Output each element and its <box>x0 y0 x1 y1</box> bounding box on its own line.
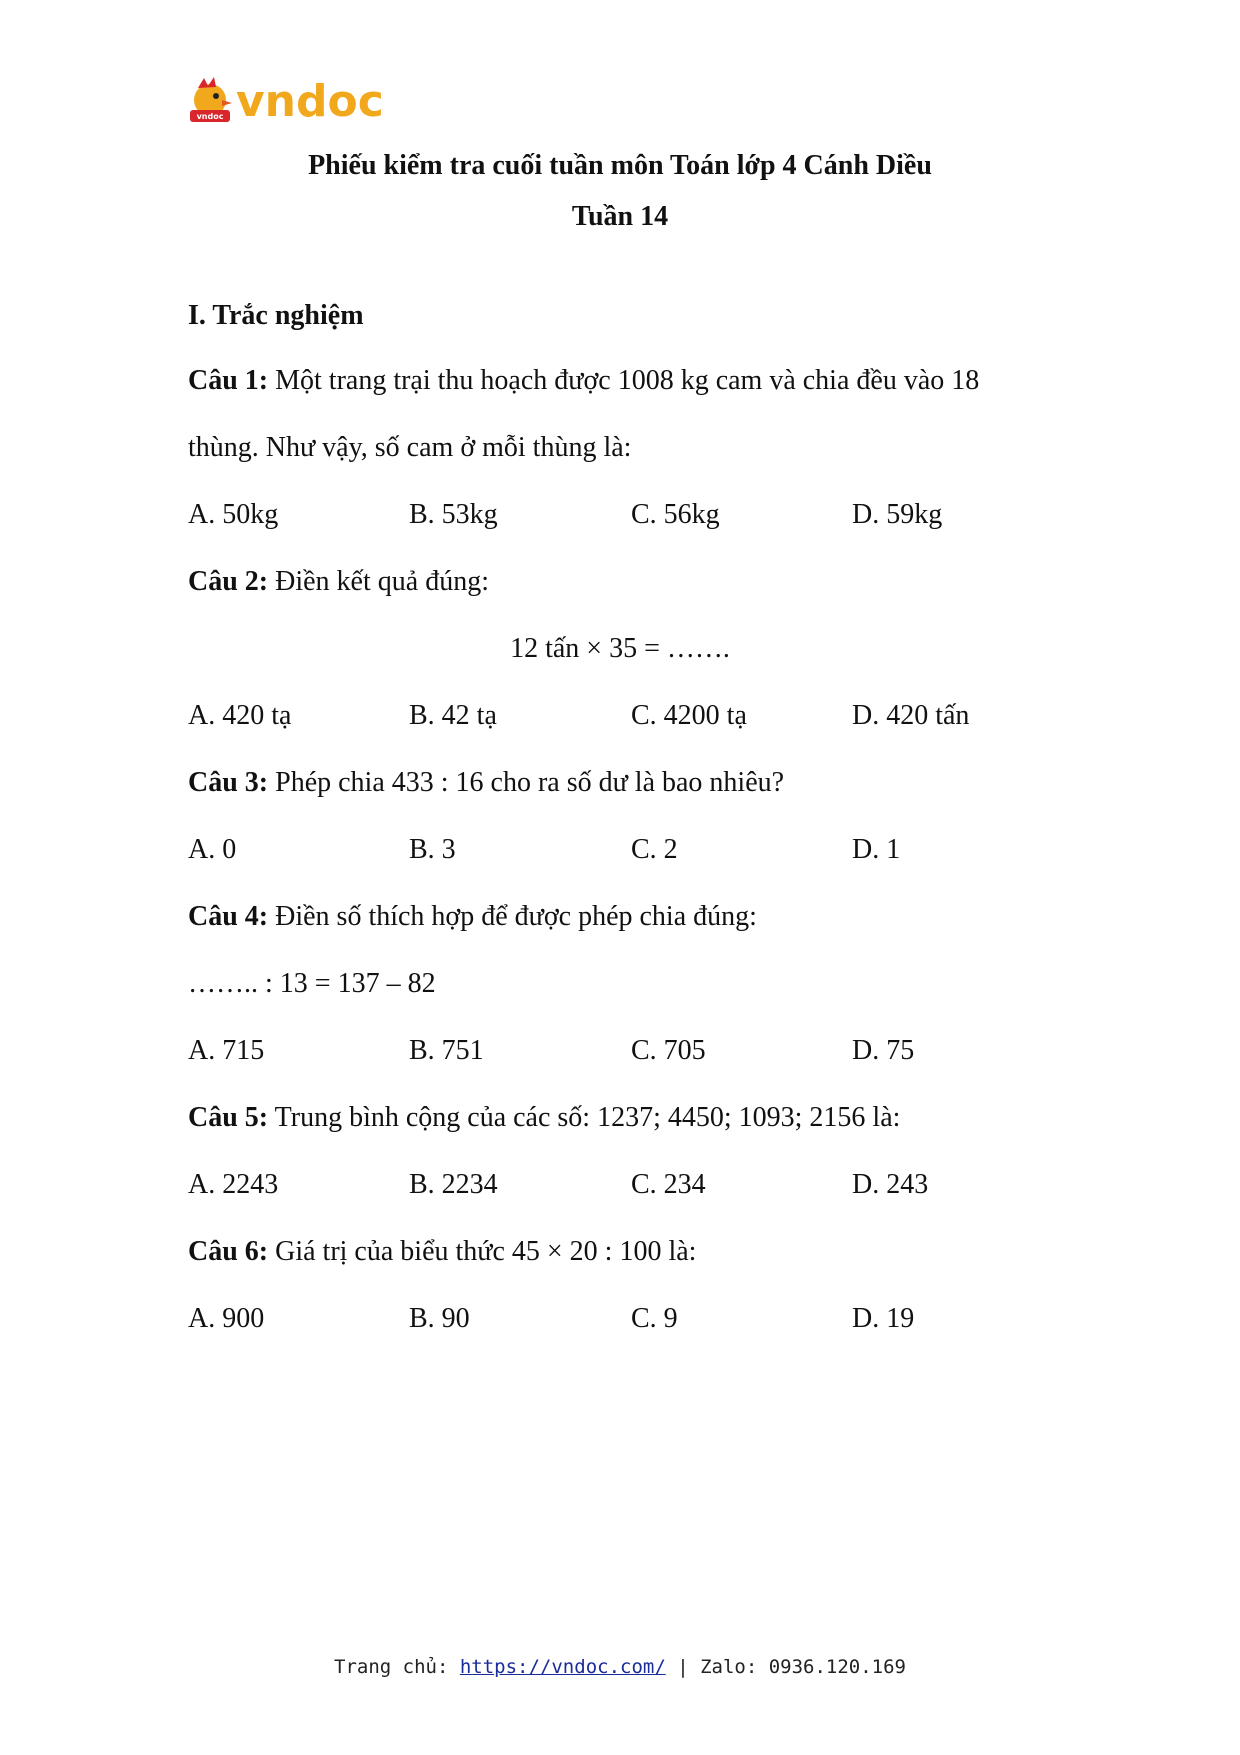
option-b[interactable]: B. 3 <box>409 834 456 865</box>
question-label: Câu 5: <box>188 1102 269 1133</box>
question-text: Phép chia 433 : 16 cho ra số dư là bao nhiêu? <box>268 767 785 798</box>
question-4-options <box>188 1035 1088 1071</box>
question-4-expression: …….. : 13 = 137 – 82 <box>188 968 436 999</box>
question-4 <box>188 901 757 933</box>
option-a[interactable]: A. 420 tạ <box>188 700 292 731</box>
question-3-options <box>188 834 1088 870</box>
question-5 <box>188 1102 900 1134</box>
option-d[interactable]: D. 420 tấn <box>852 700 970 731</box>
question-label: Câu 4: <box>188 901 269 932</box>
vndoc-logo <box>188 74 408 130</box>
option-b[interactable]: B. 751 <box>409 1035 484 1066</box>
option-c[interactable]: C. 234 <box>631 1169 706 1200</box>
question-text: Trung bình cộng của các số: 1237; 4450; 1093; 2156 là: <box>268 1102 901 1133</box>
question-2 <box>188 566 489 598</box>
question-6-options <box>188 1303 1088 1339</box>
option-b[interactable]: B. 2234 <box>409 1169 498 1200</box>
question-text: Điền kết quả đúng: <box>268 566 489 597</box>
option-a[interactable]: A. 2243 <box>188 1169 279 1200</box>
question-6 <box>188 1236 696 1268</box>
option-d[interactable]: D. 59kg <box>852 499 943 530</box>
question-1-line2: thùng. Như vậy, số cam ở mỗi thùng là: <box>188 432 632 463</box>
option-a[interactable]: A. 50kg <box>188 499 279 530</box>
option-a[interactable]: A. 715 <box>188 1035 265 1066</box>
question-label: Câu 3: <box>188 767 269 798</box>
page-footer <box>0 1656 1240 1678</box>
option-b[interactable]: B. 42 tạ <box>409 700 497 731</box>
option-a[interactable]: A. 0 <box>188 834 237 865</box>
question-5-options <box>188 1169 1088 1205</box>
option-d[interactable]: D. 19 <box>852 1303 915 1334</box>
question-1-options <box>188 499 1088 535</box>
section-heading: I. Trắc nghiệm <box>188 300 364 331</box>
mascot-icon <box>190 77 232 122</box>
page-title: Phiếu kiểm tra cuối tuần môn Toán lớp 4 Cánh Diều <box>308 150 932 181</box>
homepage-link[interactable]: https://vndoc.com/ <box>459 1656 666 1678</box>
question-text: Giá trị của biểu thức 45 × 20 : 100 là: <box>268 1236 697 1267</box>
option-d[interactable]: D. 1 <box>852 834 901 865</box>
option-d[interactable]: D. 243 <box>852 1169 929 1200</box>
question-1 <box>188 365 979 397</box>
footer-prefix: Trang chủ: <box>334 1656 460 1678</box>
question-2-expression: 12 tấn × 35 = ……. <box>510 633 730 664</box>
question-2-options <box>188 700 1088 736</box>
option-c[interactable]: C. 705 <box>631 1035 706 1066</box>
option-d[interactable]: D. 75 <box>852 1035 915 1066</box>
question-text: Điền số thích hợp để được phép chia đúng: <box>268 901 757 932</box>
option-b[interactable]: B. 53kg <box>409 499 498 530</box>
svg-text:vndoc: vndoc <box>196 112 224 121</box>
question-3 <box>188 767 784 799</box>
option-c[interactable]: C. 2 <box>631 834 678 865</box>
svg-text:vndoc: vndoc <box>236 76 384 127</box>
page-subtitle: Tuần 14 <box>571 201 669 232</box>
question-label: Câu 6: <box>188 1236 269 1267</box>
question-label: Câu 1: <box>188 365 269 396</box>
option-a[interactable]: A. 900 <box>188 1303 265 1334</box>
option-c[interactable]: C. 4200 tạ <box>631 700 747 731</box>
footer-contact: | Zalo: 0936.120.169 <box>665 1656 906 1678</box>
option-c[interactable]: C. 56kg <box>631 499 720 530</box>
option-c[interactable]: C. 9 <box>631 1303 678 1334</box>
question-label: Câu 2: <box>188 566 269 597</box>
option-b[interactable]: B. 90 <box>409 1303 470 1334</box>
question-text: Một trang trại thu hoạch được 1008 kg cam và chia đều vào 18 <box>268 365 980 396</box>
